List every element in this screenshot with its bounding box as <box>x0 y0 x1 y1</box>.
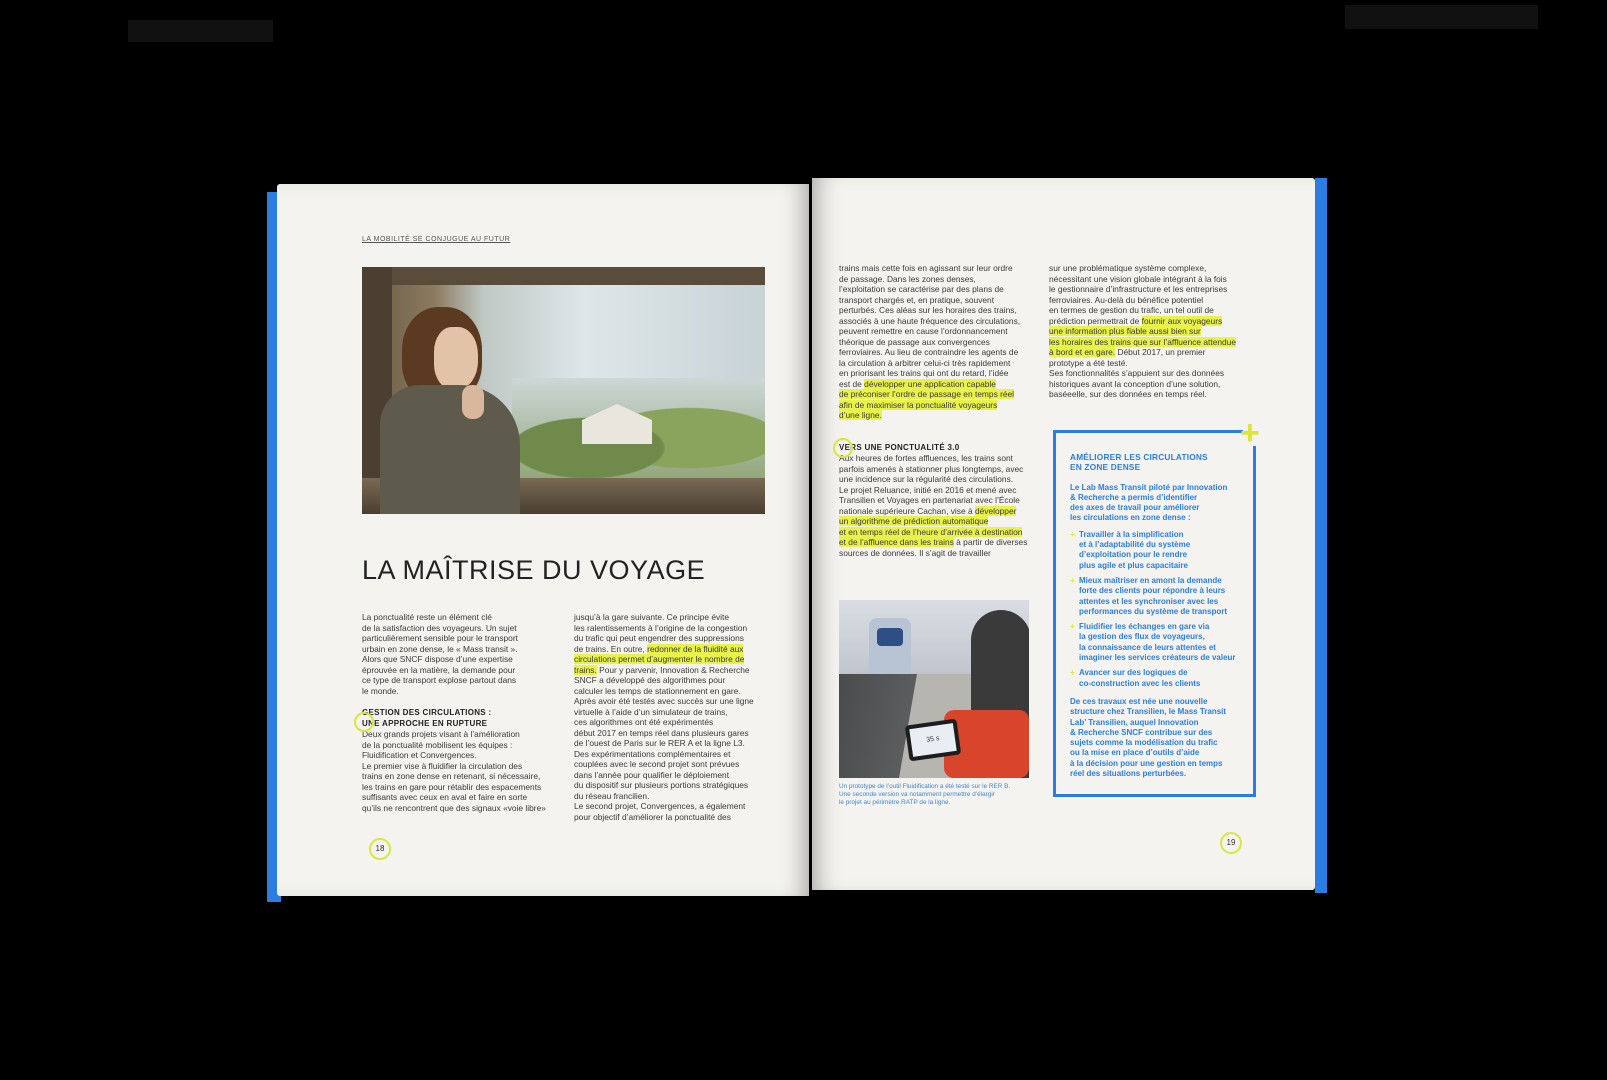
text-run: jusqu’à la gare suivante. Ce principe évite les ralentissements à l’origine de la congestion du trafic qui peut engendrer des suppressions de trains. En outre, <box>574 612 748 654</box>
info-box-outro: De ces travaux est née une nouvelle structure chez Transilien, le Mass Transit Lab’ Transilien, auquel Innovation & Recherche SNCF contribue sur des sujets comme la modélisation du trafic ou la mise en place d’outils d’aide à la décision pour une gestion en temps réel des situations perturbées. <box>1070 696 1227 779</box>
photo-person-hand <box>462 385 484 419</box>
box-border-bottom <box>1053 794 1256 797</box>
body-paragraph-3 <box>839 263 1039 421</box>
info-box-intro: Le Lab Mass Transit piloté par Innovation & Recherche a permis d’identifier des axes de travail pour améliorer les circulations en zone dense : <box>1070 482 1228 523</box>
photo-window-frame <box>362 267 765 285</box>
photo-caption: Un prototype de l’outil Fluidification a été testé sur le RER B. Une seconde version va notamment permettre d’élargir le projet au périmètre RATP de la ligne. <box>839 783 1011 806</box>
text-run: Aux heures de fortes affluences, les trains sont parfois amenés à stationner plus longtemps, avec une incidence sur la régularité des circulations. Le projet Reluance, initié en 2016 et mené avec Transilien et Voyages en partenariat avec l’École nationale supérieure Cachan, vise à <box>839 453 1024 516</box>
highlighted-text: redonner de la fluidité aux circulations permet d’augmenter le nombre de trains. <box>574 643 745 675</box>
running-head: LA MOBILITÉ SE CONJUGUE AU FUTUR <box>362 236 511 243</box>
info-box-item: + Travailler à la simplification et à l’adaptabilité du système d’exploitation pour le rendre plus agile et plus capacitaire <box>1070 530 1245 571</box>
circle-marker-icon <box>833 438 853 458</box>
right-column-2 <box>1049 263 1249 400</box>
info-box-title: AMÉLIORER LES CIRCULATIONS EN ZONE DENSE <box>1070 452 1208 473</box>
info-box-item: + Mieux maîtriser en amont la demande forte des clients pour répondre à leurs attentes et les synchroniser avec les performances du système de transport <box>1070 576 1245 617</box>
cover-edge-right <box>1315 178 1327 893</box>
photo-person-jacket <box>380 385 520 514</box>
page-left <box>277 184 809 896</box>
highlighted-text: développer une application capable de préconiser l’ordre de passage en temps réel afin de maximiser la ponctualité voyageurs d’une ligne. <box>839 378 1015 420</box>
right-column-1 <box>839 263 1039 558</box>
body-paragraph-4 <box>839 453 1039 558</box>
body-paragraph-2 <box>574 612 769 822</box>
page-title: LA MAÎTRISE DU VOYAGE <box>362 555 706 586</box>
body-paragraph-5 <box>1049 263 1249 400</box>
text-run: à partir de diverses sources de données. Il s’agit de travailler <box>839 537 1028 558</box>
info-box <box>1070 452 1245 785</box>
photo-train <box>869 618 911 674</box>
photo-woman-train-window <box>362 267 765 514</box>
left-column-1 <box>362 612 557 813</box>
info-box-list <box>1070 530 1245 689</box>
page-number: 18 <box>369 838 391 860</box>
photo-train-front <box>877 628 903 646</box>
subhead-gestion: GESTION DES CIRCULATIONS : UNE APPROCHE EN RUPTURE <box>362 708 492 728</box>
page-number: 19 <box>1220 832 1242 854</box>
tablet-screen: 35 s <box>909 723 956 757</box>
box-border-right <box>1253 446 1256 797</box>
text-run: trains mais cette fois en agissant sur leur ordre de passage. Dans les zones denses, l’exploitation se caractérise par des plans de transport chargés et, en pratique, souvent perturbés. Ces aléas sur les horaires des trains, associés à une haute fréquence des circulations, peuvent remettre en cause l’ordonnancement théorique de passage aux convergences ferroviaires. Au lieu de contraindre les agents de la circulation à arbitrer celui-ci très rapidement en priorisant les trains qui ont du retard, l’idée est de <box>839 263 1021 389</box>
circle-marker-icon <box>354 712 374 732</box>
intro-paragraph: La ponctualité reste un élément clé de la satisfaction des voyageurs. Un sujet particulièrement sensible pour le transport urbain en zone dense, le « Mass transit ». Alors que SNCF dispose d’une expertise éprouvée en la matière, la demande pour ce type de transport explose partout dans le monde. <box>362 612 518 696</box>
text-run: sur une problématique système complexe, nécessitant une vision globale intégrant à la fois le gestionnaire d’infrastructure et les entreprises ferroviaires. Au-delà du bénéfice potentiel en termes de gestion du trafic, un tel outil de prédiction permettrait de <box>1049 263 1228 326</box>
highlighted-text: fournir aux voyageurs une information plus fiable aussi bien sur les horaires des trains que sur l’affluence attendue à bord et en gare. <box>1049 315 1237 357</box>
photo-train-platform <box>839 600 1029 778</box>
open-brochure <box>267 178 1327 903</box>
info-box-item: + Fluidifier les échanges en gare via la gestion des flux de voyageurs, la connaissance de leurs attentes et imaginer les services créateurs de valeur <box>1070 622 1245 663</box>
plus-icon: + <box>1240 414 1260 452</box>
box-border-top <box>1053 430 1243 433</box>
body-paragraph: Deux grands projets visant à l’amélioration de la ponctualité mobilisent les équipes : Fluidification et Convergences. Le premier vise à fluidifier la circulation des trains en zone dense en retenant, si nécessaire, les trains en gare pour rétablir des espacements suffisants avec ceux en aval et faire en sorte qu’ils ne rencontrent que des signaux «voie libre» <box>362 729 546 813</box>
page-right <box>812 178 1315 890</box>
info-box-item: + Avancer sur des logiques de co-construction avec les clients <box>1070 668 1245 689</box>
text-run: Début 2017, un premier prototype a été testé. Ses fonctionnalités s’appuient sur des données historiques avant la conception d’une solution, baséeelle, sur des données en temps réel. <box>1049 347 1225 399</box>
highlighted-text: développer un algorithme de prédiction automatique et en temps réel de l’heure d’arrivée à destination et de l’affluence dans les trains <box>839 505 1023 547</box>
left-column-2 <box>574 612 769 822</box>
corner-mark-left <box>128 20 273 42</box>
box-border-left <box>1053 430 1056 797</box>
photo-tablet <box>905 719 962 762</box>
subhead-ponctualite: VERS UNE PONCTUALITÉ 3.0 <box>839 442 960 452</box>
photo-person-face <box>434 327 478 389</box>
text-run: Pour y parvenir, Innovation & Recherche SNCF a développé des algorithmes pour calculer les temps de stationnement en gare. Après avoir été testés avec succès sur une ligne virtuelle à l’aide d’un simulateur de trains, ces algorithmes ont été expérimentés début 2017 en temps réel dans plusieurs gares de l’ouest de Paris sur le RER A et la ligne L3. Des expérimentations complémentaires et couplées avec le second projet sont prévues dans l’année pour qualifier le déploiement du dispositif sur plusieurs portions stratégiques du réseau francilien. Le second projet, Convergences, a également pour objectif d’améliorer la ponctualité des <box>574 664 754 822</box>
corner-mark-right <box>1345 5 1538 29</box>
